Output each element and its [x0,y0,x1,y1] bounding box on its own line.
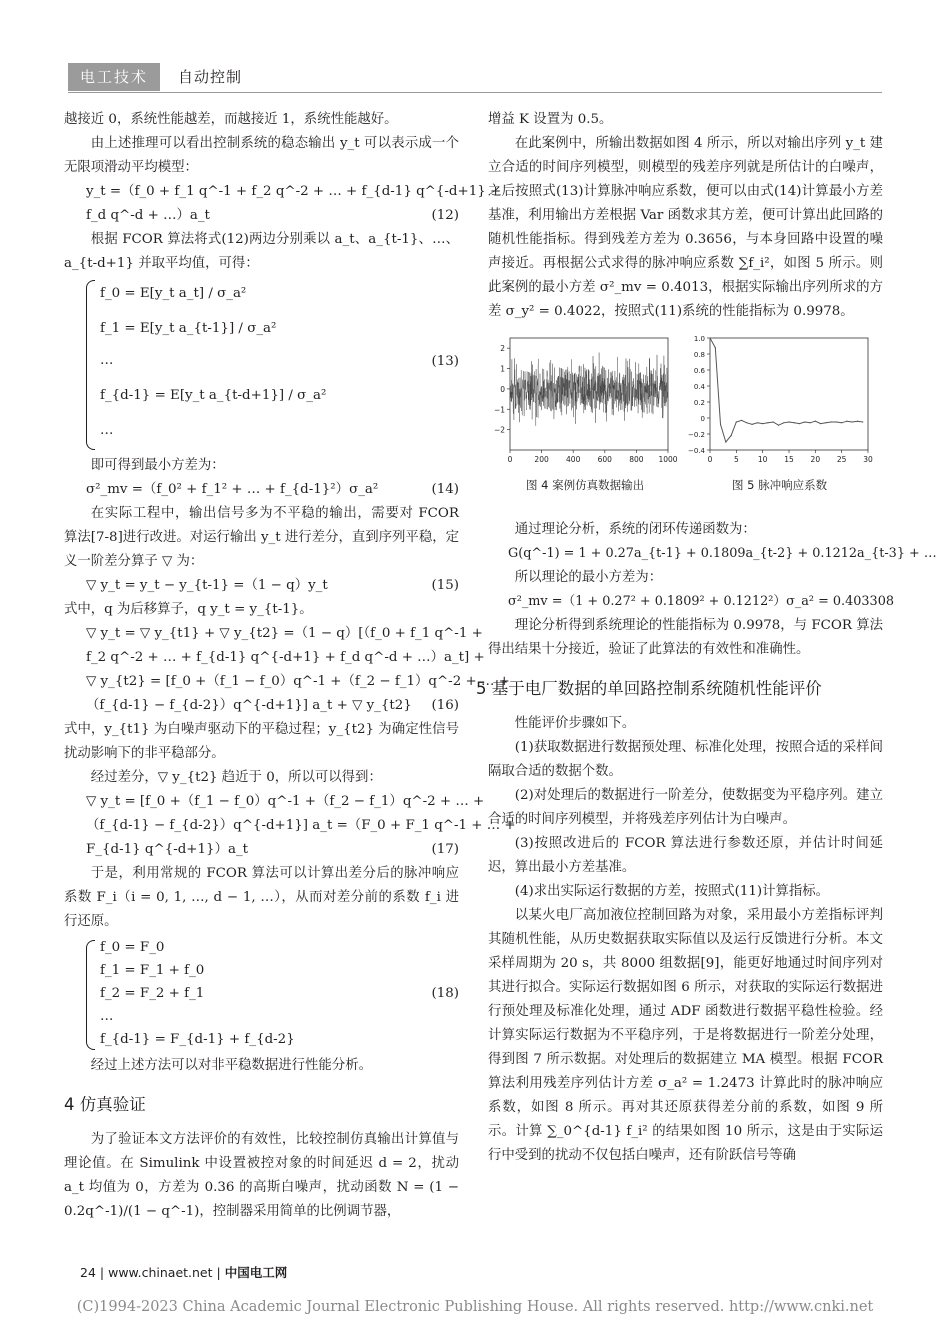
x-tick-label: 30 [863,455,873,464]
equation-16-cont: （f_{d-1} − f_{d-2}）q^{-d+1}] a_t + ▽ y_{t2} (16) [86,698,459,713]
x-tick-label: 1000 [658,455,678,464]
paragraph: 于是，利用常规的 FCOR 算法可以计算出差分后的脉冲响应系数 F_i（i = 0, 1, …, d − 1, …），从而对差分前的系数 f_i 进行还原。 [64,866,459,929]
eq18-line: … [100,1009,114,1024]
footer-separator: | [99,1265,105,1280]
figure-4-caption: 图 4 案例仿真数据输出 [526,478,645,492]
data-point [757,422,758,423]
page-footer [80,1263,287,1281]
paragraph: 在此案例中，所输出数据如图 4 所示，所以对输出序列 y_t 建立合适的时间序列模型，则模型的残差序列就是所估计的白噪声，之后按照式(13)计算脉冲响应系数，便可以由式(14)计算最小方差基准，利用输出方差根据 Var 函数求其方差，便可计算出此回路的随机性能指标。得到残差方差为 0.3656，与本身回路中设置的噪声接近。再根据公式求得的脉冲响应系数 ∑f_i²，如图 5 所示。则此案例的最小方差 σ²_mv = 0.4013，根据实际输出序列所求的方差 σ_y² = 0.4022，按照式(11)系统的性能指标为 0.9978。 [488,136,883,319]
data-point [831,421,832,422]
x-tick-label: 600 [597,455,612,464]
figure-5-caption: 图 5 脉冲响应系数 [732,478,828,492]
x-tick-label: 15 [784,455,794,464]
data-point [815,421,816,422]
data-point [809,422,810,423]
data-point [836,421,837,422]
y-tick-label: −0.2 [688,431,705,439]
data-point [862,421,863,422]
data-point [857,421,858,422]
step-item: (4)求出实际运行数据的方差，按照式(11)计算指标。 [514,884,830,899]
eq-number: (13) [431,354,459,369]
plot-frame [710,338,868,450]
page-number: 24 [80,1265,96,1280]
paragraph: 经过上述方法可以对非平稳数据进行性能分析。 [90,1058,372,1073]
journal-section-tag: 电工技术 [68,63,160,91]
x-tick-label: 25 [836,455,847,464]
data-point [794,422,795,423]
y-tick-label: −0.4 [688,447,705,455]
paragraph: 增益 K 设置为 0.5。 [488,112,613,127]
data-point [852,421,853,422]
equation-15: ▽ y_t = y_t − y_{t-1} =（1 − q）y_t (15) [86,578,459,593]
data-point [846,421,847,422]
data-point [778,425,779,426]
x-tick-label: 800 [629,455,644,464]
x-tick-label: 10 [757,455,768,464]
right-column [476,108,937,1168]
y-tick-label: 0 [700,415,705,423]
figure-4-chart [490,330,678,470]
paragraph: 根据 FCOR 算法将式(12)两边分别乘以 a_t、a_{t-1}、…、a_{t-d+1} 并取平均值，可得： [64,232,459,271]
step-item: (3)按照改进后的 FCOR 算法进行参数还原，并估计时间延迟，算出最小方差基准。 [488,836,883,875]
eq18-line: f_2 = F_2 + f_1 [100,986,205,1001]
cnki-watermark: (C)1994-2023 China Academic Journal Electronic Publishing House. All rights reserved. http://www.cnki.net [76,1299,874,1315]
y-tick-label: 0.2 [693,399,705,407]
paragraph: 通过理论分析，系统的闭环传递函数为： [514,522,756,537]
equation-transfer: G(q^-1) = 1 + 0.27a_{t-1} + 0.1809a_{t-2} + 0.1212a_{t-3} + … [508,546,937,561]
data-point [773,421,774,422]
paragraph: 越接近 0，系统性能越差，而越接近 1，系统性能越好。 [64,112,398,127]
equation-17: ▽ y_t = [f_0 +（f_1 − f_0）q^-1 +（f_2 − f_1）q^-2 + … + [86,794,485,809]
data-point [730,435,731,436]
data-point [767,422,768,423]
header-rule [68,92,882,93]
paragraph: 以某火电厂高加液位控制回路为对象，采用最小方差指标评判其随机性能，从历史数据获取实际值以及运行反馈进行分析。本文采样周期为 20 s，共 8000 组数据[9]，能更好地通过时间序列对其进行拟合。实际运行数据如图 6 所示，对获取的实际运行数据进行预处理及标准化处理，通过 ADF 函数进行数据平稳性检验。经计算实际运行数据为不平稳序列，于是将数据进行一阶差分处理，得到图 7 所示数据。对处理后的数据建立 MA 模型。根据 FCOR 算法利用残差序列估计方差 σ_a² = 1.2473 计算此时的脉冲响应系数，如图 8 所示。再对其还原获得差分前的系数，如图 9 所示。计算 ∑_0^{d-1} f_i² 的结果如图 10 所示，这是由于实际运行中受到的扰动不仅包括白噪声，还有阶跃信号等确 [488,908,883,1163]
y-tick-label: −2 [493,425,505,435]
x-tick-label: 0 [707,455,713,464]
y-tick-label: 2 [500,344,505,354]
footer-site-name: 中国电工网 [224,1265,288,1280]
eq13-line: f_0 = E[y_t a_t] / σ_a² [100,286,247,301]
paragraph: 所以理论的最小方差为： [514,570,663,585]
data-point [741,420,742,421]
x-tick-label: 20 [810,455,821,464]
data-point [799,423,800,424]
x-tick-label: 400 [566,455,581,464]
data-point [788,421,789,422]
data-point [752,424,753,425]
equation-13 [86,276,459,454]
equation-12: y_t =（f_0 + f_1 q^-1 + f_2 q^-2 + … + f_{d-1} q^{-d+1} + [86,184,502,199]
equation-16-cont: ▽ y_{t2} = [f_0 +（f_1 − f_0）q^-1 +（f_2 − f_1）q^-2 + … + [86,674,510,689]
x-tick-label: 0 [507,455,513,464]
y-tick-label: 1.0 [693,335,705,343]
equation-12-cont: f_d q^-d + …）a_t (12) [86,208,459,223]
equation-18 [86,936,459,1054]
data-point [715,347,716,348]
figure-5-chart [688,330,873,470]
data-point [820,423,821,424]
y-tick-label: 1 [500,364,505,374]
y-tick-label: 0.8 [693,351,705,359]
y-tick-label: −1 [493,405,505,415]
equation-16-cont: f_2 q^-2 + … + f_{d-1} q^{-d+1} + f_d q^-d + …）a_t] + [86,650,485,665]
data-point [725,441,726,442]
paragraph: 经过差分，▽ y_{t2} 趋近于 0，所以可以得到： [90,770,382,785]
eq18-line: f_0 = F_0 [100,940,165,955]
x-tick-label: 5 [733,455,739,464]
y-tick-label: 0.4 [693,383,705,391]
section-heading-5: 5 基于电厂数据的单回路控制系统随机性能评价 [476,679,822,698]
eq18-line: f_1 = F_1 + f_0 [100,963,205,978]
x-tick-label: 200 [534,455,549,464]
data-point [720,424,721,425]
eq18-line: f_{d-1} = F_{d-1} + f_{d-2} [100,1032,295,1047]
data-point [783,422,784,423]
equation-16: ▽ y_t = ▽ y_{t1} + ▽ y_{t2} =（1 − q）[（f_0 + f_1 q^-1 + [86,626,483,641]
paragraph: 式中，q 为后移算子，q y_t = y_{t-1}。 [64,602,313,617]
data-point [804,421,805,422]
series-line [510,353,668,426]
data-point [825,422,826,423]
eq13-line: f_{d-1} = E[y_t a_{t-d+1}] / σ_a² [100,388,327,403]
paragraph: 为了验证本文方法评价的有效性，比较控制仿真输出计算值与理论值。在 Simulink 中设置被控对象的时间延迟 d = 2，扰动 a_t 均值为 0，方差为 0.36 的高斯白噪声，扰动函数 N = (1 − 0.2q^-1)/(1 − q^-1)，控制器采用简单的比例调节器， [64,1132,459,1219]
section-heading-4: 4 仿真验证 [64,1095,146,1114]
eq13-line: … [100,423,114,438]
footer-website[interactable]: www.chinaet.net [108,1265,213,1280]
y-tick-label: 0.6 [693,367,705,375]
paragraph: 性能评价步骤如下。 [514,716,636,731]
left-column [64,108,516,1224]
paragraph: 由上述推理可以看出控制系统的稳态输出 y_t 可以表示成一个无限项滑动平均模型： [64,136,459,175]
figure-row [488,330,883,508]
y-tick-label: 0 [500,384,505,394]
paragraph: 理论分析得到系统理论的性能指标为 0.9978，与 FCOR 算法得出结果十分接近，验证了此算法的有效性和准确性。 [488,618,883,657]
paragraph: 式中，y_{t1} 为白噪声驱动下的平稳过程；y_{t2} 为确定性信号扰动影响下的非平稳部分。 [64,722,459,761]
eq-number: (18) [431,986,459,1001]
data-point [709,337,710,338]
step-item: (2)对处理后的数据进行一阶差分，使数据变为平稳序列。建立合适的时间序列模型，并将残差序列估计为白噪声。 [488,788,883,827]
step-item: (1)获取数据进行数据预处理、标准化处理，按照合适的采样间隔取合适的数据个数。 [488,740,883,779]
eq13-line: … [100,353,114,368]
data-point [736,421,737,422]
series-line [710,338,863,442]
paragraph: 在实际工程中，输出信号多为不平稳的输出，需要对 FCOR 算法[7-8]进行改进。对运行输出 y_t 进行差分，直到序列平稳，定义一阶差分算子 ▽ 为： [64,506,459,569]
equation-17-cont: F_{d-1} q^{-d+1}）a_t (17) [86,842,459,857]
data-point [841,422,842,423]
eq13-line: f_1 = E[y_t a_{t-1}] / σ_a² [100,321,277,336]
footer-separator: | [216,1265,221,1280]
data-point [746,422,747,423]
equation-14: σ²_mv =（f_0² + f_1² + … + f_{d-1}²）σ_a² (14) [86,482,459,497]
section-title: 自动控制 [178,68,243,86]
paragraph: 即可得到最小方差为： [90,458,225,473]
equation-17-cont: （f_{d-1} − f_{d-2}）q^{-d+1}] a_t =（F_0 + F_1 q^-1 + … + [86,818,516,833]
data-point [762,423,763,424]
equation-theory: σ²_mv =（1 + 0.27² + 0.1809² + 0.1212²）σ_a² = 0.403308 [508,594,894,609]
